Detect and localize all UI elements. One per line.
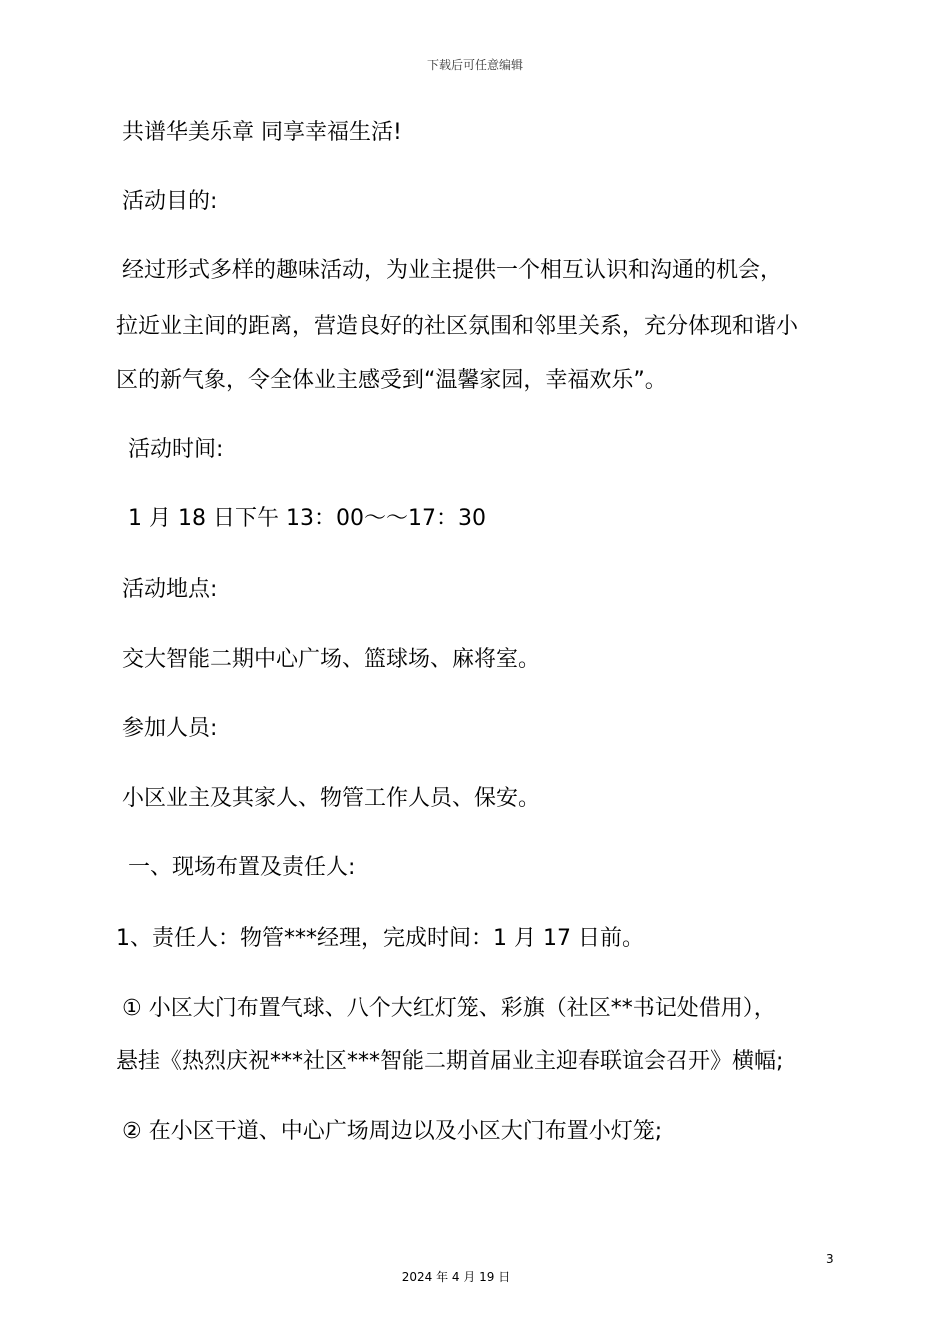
item-1-sub-1-line-2: 悬挂《热烈庆祝***社区***智能二期首届业主迎春联谊会召开》横幅; (116, 1049, 784, 1074)
item-1: 1、责任人：物管***经理，完成时间：1 月 17 日前。 (116, 926, 644, 951)
place-value: 交大智能二期中心广场、篮球场、麻将室。 (122, 647, 541, 672)
section-1-heading: 一、现场布置及责任人: (128, 855, 356, 880)
purpose-text-line-1: 经过形式多样的趣味活动，为业主提供一个相互认识和沟通的机会， (122, 258, 783, 283)
item-1-sub-1-line-1: ① 小区大门布置气球、八个大红灯笼、彩旗（社区**书记处借用）， (122, 996, 776, 1021)
participants-heading: 参加人员: (122, 716, 218, 741)
footer-date: 2024 年 4 月 19 日 (401, 1270, 511, 1284)
purpose-heading: 活动目的: (122, 189, 218, 214)
item-1-sub-2: ② 在小区干道、中心广场周边以及小区大门布置小灯笼; (122, 1119, 663, 1144)
purpose-text-line-3: 区的新气象，令全体业主感受到“温馨家园，幸福欢乐”。 (116, 368, 667, 393)
slogan: 共谱华美乐章 同享幸福生活! (122, 120, 402, 145)
place-heading: 活动地点: (122, 577, 218, 602)
participants-value: 小区业主及其家人、物管工作人员、保安。 (122, 786, 541, 811)
purpose-text-line-2: 拉近业主间的距离，营造良好的社区氛围和邻里关系，充分体现和谐小 (116, 314, 799, 339)
page-header: 下载后可任意编辑 (426, 58, 523, 72)
page-number: 3 (826, 1252, 834, 1266)
time-value: 1 月 18 日下午 13：00～～17：30 (128, 506, 486, 531)
time-heading: 活动时间: (128, 437, 224, 462)
